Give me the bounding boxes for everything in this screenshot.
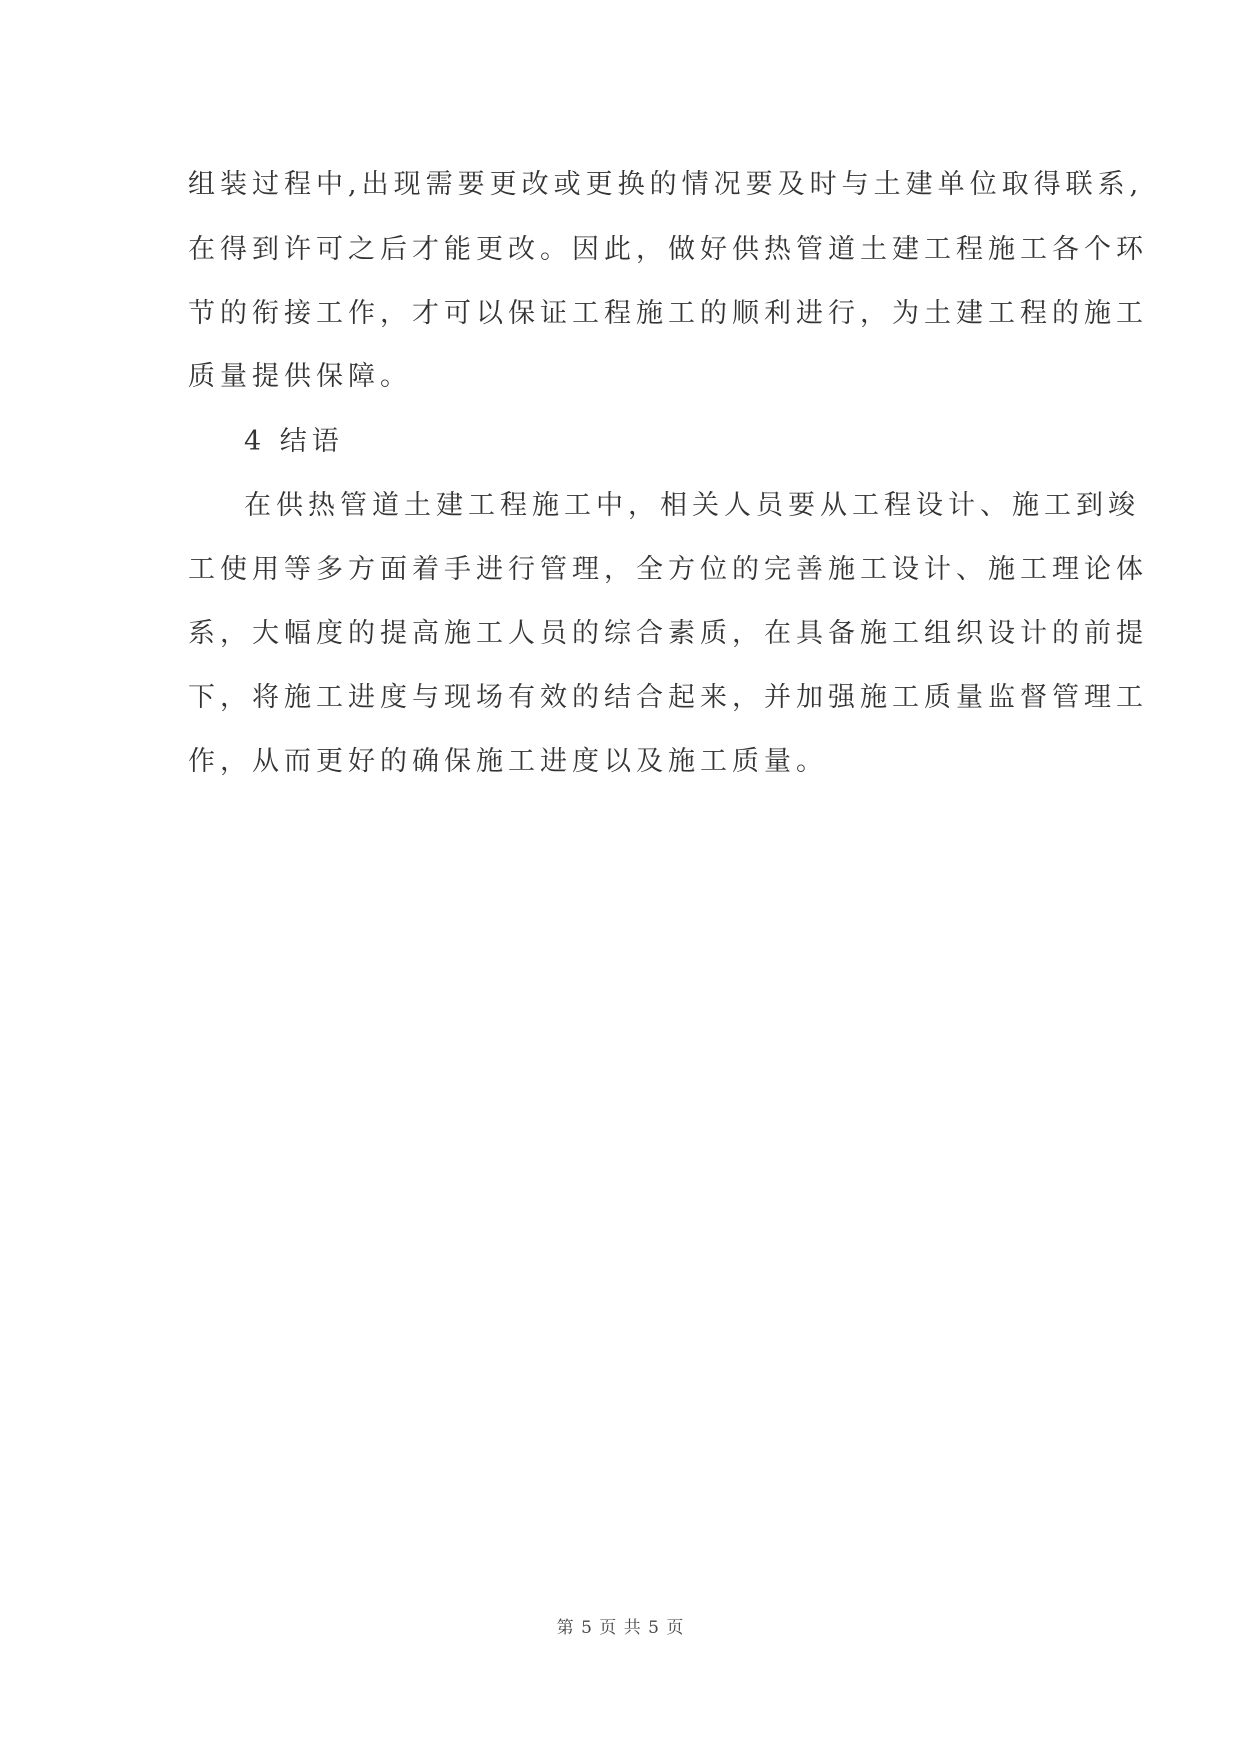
paragraph-line: 下，将施工进度与现场有效的结合起来，并加强施工质量监督管理工: [188, 682, 1148, 713]
paragraph-line: 节的衔接工作，才可以保证工程施工的顺利进行，为土建工程的施工: [188, 298, 1148, 329]
paragraph-line: 工使用等多方面着手进行管理，全方位的完善施工设计、施工理论体: [188, 554, 1148, 585]
paragraph-line: 质量提供保障。: [188, 361, 412, 392]
page-number-footer: 第 5 页 共 5 页: [556, 1618, 685, 1638]
paragraph-line: 系，大幅度的提高施工人员的综合素质，在具备施工组织设计的前提: [188, 618, 1148, 649]
section-heading: 4 结语: [244, 426, 344, 457]
paragraph-line: 作，从而更好的确保施工进度以及施工质量。: [188, 746, 828, 777]
paragraph-line: 组装过程中,出现需要更改或更换的情况要及时与土建单位取得联系,: [188, 169, 1144, 200]
paragraph-line: 在供热管道土建工程施工中，相关人员要从工程设计、施工到竣: [244, 490, 1140, 521]
paragraph-line: 在得到许可之后才能更改。因此，做好供热管道土建工程施工各个环: [188, 234, 1148, 265]
